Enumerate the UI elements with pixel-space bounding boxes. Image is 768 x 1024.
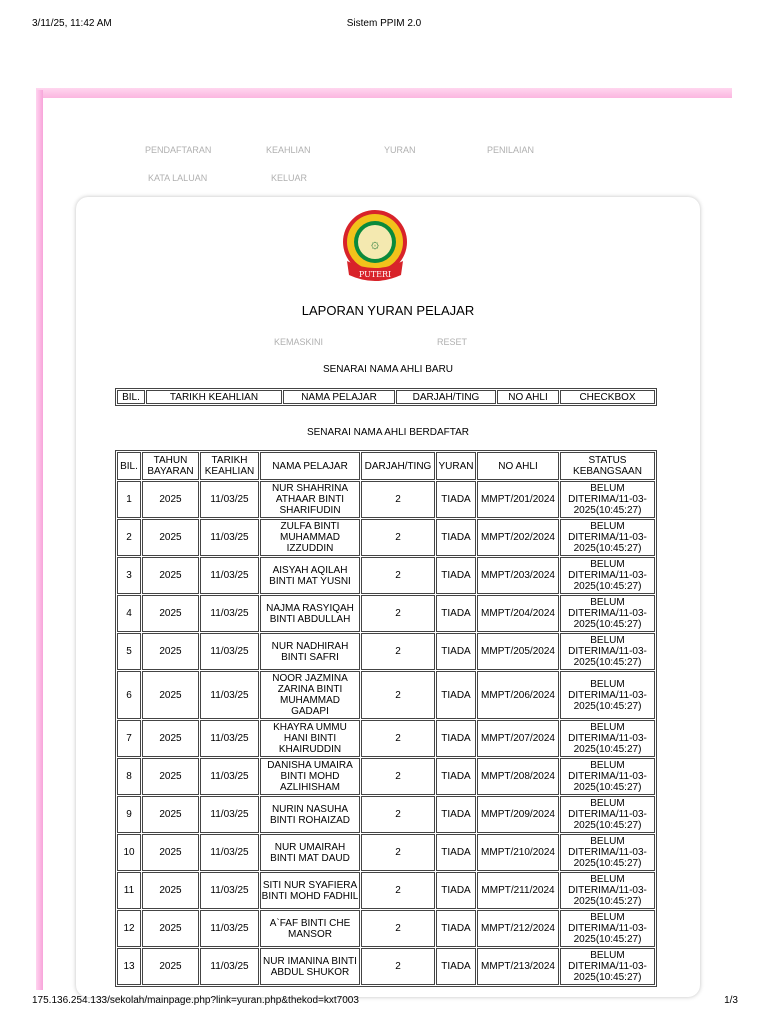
cell-darjah-ting: 2 <box>361 948 435 985</box>
cell-yuran: TIADA <box>436 481 476 518</box>
nav-yuran[interactable]: YURAN <box>384 145 416 155</box>
registered-members-title: SENARAI NAMA AHLI BERDAFTAR <box>306 427 470 438</box>
cell-status-kebangsaan: BELUM DITERIMA/11-03-2025(10:45:27) <box>560 720 655 757</box>
cell-tahun-bayaran: 2025 <box>142 872 199 909</box>
cell-no-ahli: MMPT/209/2024 <box>477 796 559 833</box>
cell-tarikh-keahlian: 11/03/25 <box>200 948 259 985</box>
table-row <box>117 758 655 795</box>
table-row <box>117 557 655 594</box>
cell-yuran: TIADA <box>436 910 476 947</box>
cell-tahun-bayaran: 2025 <box>142 796 199 833</box>
cell-bil: 2 <box>117 519 141 556</box>
cell-status-kebangsaan: BELUM DITERIMA/11-03-2025(10:45:27) <box>560 796 655 833</box>
cell-nama-pelajar: NOOR JAZMINA ZARINA BINTI MUHAMMAD GADAPI <box>260 671 360 719</box>
cell-yuran: TIADA <box>436 595 476 632</box>
cell-darjah-ting: 2 <box>361 834 435 871</box>
registered-members-body <box>117 481 655 985</box>
cell-tarikh-keahlian: 11/03/25 <box>200 834 259 871</box>
header-tahun-bayaran: TAHUN BAYARAN <box>142 452 199 480</box>
cell-tahun-bayaran: 2025 <box>142 758 199 795</box>
cell-bil: 4 <box>117 595 141 632</box>
cell-darjah-ting: 2 <box>361 595 435 632</box>
cell-darjah-ting: 2 <box>361 796 435 833</box>
table-row <box>117 633 655 670</box>
table-row <box>117 595 655 632</box>
cell-yuran: TIADA <box>436 796 476 833</box>
table-row <box>117 834 655 871</box>
cell-bil: 8 <box>117 758 141 795</box>
print-date: 3/11/25, 11:42 AM <box>32 18 112 29</box>
puteri-logo <box>339 209 411 285</box>
cell-nama-pelajar: NUR IMANINA BINTI ABDUL SHUKOR <box>260 948 360 985</box>
cell-no-ahli: MMPT/203/2024 <box>477 557 559 594</box>
cell-tahun-bayaran: 2025 <box>142 519 199 556</box>
table-row <box>117 948 655 985</box>
pink-top-border <box>36 88 732 98</box>
logo-banner-text: PUTERI <box>358 270 392 279</box>
cell-status-kebangsaan: BELUM DITERIMA/11-03-2025(10:45:27) <box>560 872 655 909</box>
header-no-ahli: NO AHLI <box>497 390 559 404</box>
cell-nama-pelajar: ZULFA BINTI MUHAMMAD IZZUDDIN <box>260 519 360 556</box>
cell-status-kebangsaan: BELUM DITERIMA/11-03-2025(10:45:27) <box>560 633 655 670</box>
cell-no-ahli: MMPT/202/2024 <box>477 519 559 556</box>
cell-darjah-ting: 2 <box>361 720 435 757</box>
cell-no-ahli: MMPT/206/2024 <box>477 671 559 719</box>
cell-status-kebangsaan: BELUM DITERIMA/11-03-2025(10:45:27) <box>560 519 655 556</box>
cell-darjah-ting: 2 <box>361 633 435 670</box>
cell-tahun-bayaran: 2025 <box>142 671 199 719</box>
cell-yuran: TIADA <box>436 519 476 556</box>
cell-yuran: TIADA <box>436 720 476 757</box>
cell-darjah-ting: 2 <box>361 910 435 947</box>
cell-tarikh-keahlian: 11/03/25 <box>200 481 259 518</box>
cell-darjah-ting: 2 <box>361 872 435 909</box>
cell-no-ahli: MMPT/207/2024 <box>477 720 559 757</box>
cell-nama-pelajar: NAJMA RASYIQAH BINTI ABDULLAH <box>260 595 360 632</box>
nav-pendaftaran[interactable]: PENDAFTARAN <box>145 145 212 155</box>
cell-nama-pelajar: AISYAH AQILAH BINTI MAT YUSNI <box>260 557 360 594</box>
header-darjah-ting: DARJAH/TING <box>361 452 435 480</box>
table-row <box>117 720 655 757</box>
header-status-kebangsaan: STATUS KEBANGSAAN <box>560 452 655 480</box>
cell-bil: 1 <box>117 481 141 518</box>
cell-yuran: TIADA <box>436 671 476 719</box>
cell-yuran: TIADA <box>436 758 476 795</box>
cell-tarikh-keahlian: 11/03/25 <box>200 910 259 947</box>
cell-status-kebangsaan: BELUM DITERIMA/11-03-2025(10:45:27) <box>560 758 655 795</box>
new-members-title: SENARAI NAMA AHLI BARU <box>322 364 454 375</box>
cell-bil: 5 <box>117 633 141 670</box>
cell-tahun-bayaran: 2025 <box>142 481 199 518</box>
cell-nama-pelajar: NUR UMAIRAH BINTI MAT DAUD <box>260 834 360 871</box>
cell-tarikh-keahlian: 11/03/25 <box>200 519 259 556</box>
cell-no-ahli: MMPT/208/2024 <box>477 758 559 795</box>
registered-members-table <box>115 450 657 987</box>
registered-header-row <box>117 452 655 480</box>
cell-tarikh-keahlian: 11/03/25 <box>200 720 259 757</box>
cell-no-ahli: MMPT/213/2024 <box>477 948 559 985</box>
cell-tarikh-keahlian: 11/03/25 <box>200 796 259 833</box>
cell-no-ahli: MMPT/205/2024 <box>477 633 559 670</box>
reset-button[interactable]: RESET <box>437 337 468 347</box>
report-title: LAPORAN YURAN PELAJAR <box>301 303 475 318</box>
cell-tarikh-keahlian: 11/03/25 <box>200 758 259 795</box>
table-row <box>117 910 655 947</box>
header-bil: BIL. <box>117 452 141 480</box>
header-darjah-ting: DARJAH/TING <box>396 390 496 404</box>
cell-no-ahli: MMPT/204/2024 <box>477 595 559 632</box>
cell-darjah-ting: 2 <box>361 481 435 518</box>
header-tarikh-keahlian: TARIKH KEAHLIAN <box>200 452 259 480</box>
cell-bil: 10 <box>117 834 141 871</box>
cell-yuran: TIADA <box>436 872 476 909</box>
cell-tarikh-keahlian: 11/03/25 <box>200 872 259 909</box>
cell-yuran: TIADA <box>436 557 476 594</box>
nav-keahlian[interactable]: KEAHLIAN <box>266 145 311 155</box>
print-url: 175.136.254.133/sekolah/mainpage.php?link=yuran.php&thekod=kxt7003 <box>32 995 359 1006</box>
cell-darjah-ting: 2 <box>361 758 435 795</box>
table-row <box>117 872 655 909</box>
header-nama-pelajar: NAMA PELAJAR <box>260 452 360 480</box>
cell-no-ahli: MMPT/210/2024 <box>477 834 559 871</box>
header-no-ahli: NO AHLI <box>477 452 559 480</box>
cell-no-ahli: MMPT/212/2024 <box>477 910 559 947</box>
cell-no-ahli: MMPT/211/2024 <box>477 872 559 909</box>
cell-status-kebangsaan: BELUM DITERIMA/11-03-2025(10:45:27) <box>560 481 655 518</box>
cell-bil: 6 <box>117 671 141 719</box>
cell-tahun-bayaran: 2025 <box>142 595 199 632</box>
cell-tahun-bayaran: 2025 <box>142 948 199 985</box>
cell-bil: 7 <box>117 720 141 757</box>
cell-tahun-bayaran: 2025 <box>142 633 199 670</box>
cell-yuran: TIADA <box>436 834 476 871</box>
kemaskini-button[interactable]: KEMASKINI <box>274 337 324 347</box>
cell-yuran: TIADA <box>436 633 476 670</box>
cell-status-kebangsaan: BELUM DITERIMA/11-03-2025(10:45:27) <box>560 834 655 871</box>
table-row <box>117 519 655 556</box>
table-row <box>117 481 655 518</box>
cell-nama-pelajar: NURIN NASUHA BINTI ROHAIZAD <box>260 796 360 833</box>
cell-nama-pelajar: SITI NUR SYAFIERA BINTI MOHD FADHIL <box>260 872 360 909</box>
cell-nama-pelajar: KHAYRA UMMU HANI BINTI KHAIRUDDIN <box>260 720 360 757</box>
nav-kata-laluan[interactable]: KATA LALUAN <box>148 173 208 183</box>
cell-nama-pelajar: DANISHA UMAIRA BINTI MOHD AZLIHISHAM <box>260 758 360 795</box>
pink-left-border <box>36 90 43 990</box>
cell-bil: 13 <box>117 948 141 985</box>
header-tarikh-keahlian: TARIKH KEAHLIAN <box>146 390 282 404</box>
cell-tahun-bayaran: 2025 <box>142 557 199 594</box>
cell-status-kebangsaan: BELUM DITERIMA/11-03-2025(10:45:27) <box>560 910 655 947</box>
cell-no-ahli: MMPT/201/2024 <box>477 481 559 518</box>
cell-status-kebangsaan: BELUM DITERIMA/11-03-2025(10:45:27) <box>560 557 655 594</box>
cell-bil: 3 <box>117 557 141 594</box>
cell-darjah-ting: 2 <box>361 671 435 719</box>
cell-nama-pelajar: NUR NADHIRAH BINTI SAFRI <box>260 633 360 670</box>
cell-bil: 12 <box>117 910 141 947</box>
cell-darjah-ting: 2 <box>361 519 435 556</box>
cell-nama-pelajar: NUR SHAHRINA ATHAAR BINTI SHARIFUDIN <box>260 481 360 518</box>
print-page-title: Sistem PPIM 2.0 <box>346 18 422 29</box>
cell-bil: 11 <box>117 872 141 909</box>
cell-status-kebangsaan: BELUM DITERIMA/11-03-2025(10:45:27) <box>560 671 655 719</box>
cell-bil: 9 <box>117 796 141 833</box>
cell-tarikh-keahlian: 11/03/25 <box>200 671 259 719</box>
cell-nama-pelajar: A`FAF BINTI CHE MANSOR <box>260 910 360 947</box>
header-yuran: YURAN <box>436 452 476 480</box>
cell-tahun-bayaran: 2025 <box>142 720 199 757</box>
nav-penilaian[interactable]: PENILAIAN <box>487 145 535 155</box>
table-row <box>117 671 655 719</box>
table-row <box>117 796 655 833</box>
cell-yuran: TIADA <box>436 948 476 985</box>
cell-tahun-bayaran: 2025 <box>142 834 199 871</box>
cell-tahun-bayaran: 2025 <box>142 910 199 947</box>
cell-status-kebangsaan: BELUM DITERIMA/11-03-2025(10:45:27) <box>560 595 655 632</box>
print-page-number: 1/3 <box>724 995 738 1006</box>
new-members-table <box>115 388 657 406</box>
header-bil: BIL. <box>117 390 145 404</box>
cell-status-kebangsaan: BELUM DITERIMA/11-03-2025(10:45:27) <box>560 948 655 985</box>
cell-tarikh-keahlian: 11/03/25 <box>200 557 259 594</box>
header-nama-pelajar: NAMA PELAJAR <box>283 390 395 404</box>
cell-tarikh-keahlian: 11/03/25 <box>200 633 259 670</box>
nav-keluar[interactable]: KELUAR <box>271 173 308 183</box>
header-checkbox: CHECKBOX <box>560 390 655 404</box>
svg-text:۞: ۞ <box>370 236 380 252</box>
new-members-header-row <box>117 390 655 404</box>
cell-tarikh-keahlian: 11/03/25 <box>200 595 259 632</box>
cell-darjah-ting: 2 <box>361 557 435 594</box>
